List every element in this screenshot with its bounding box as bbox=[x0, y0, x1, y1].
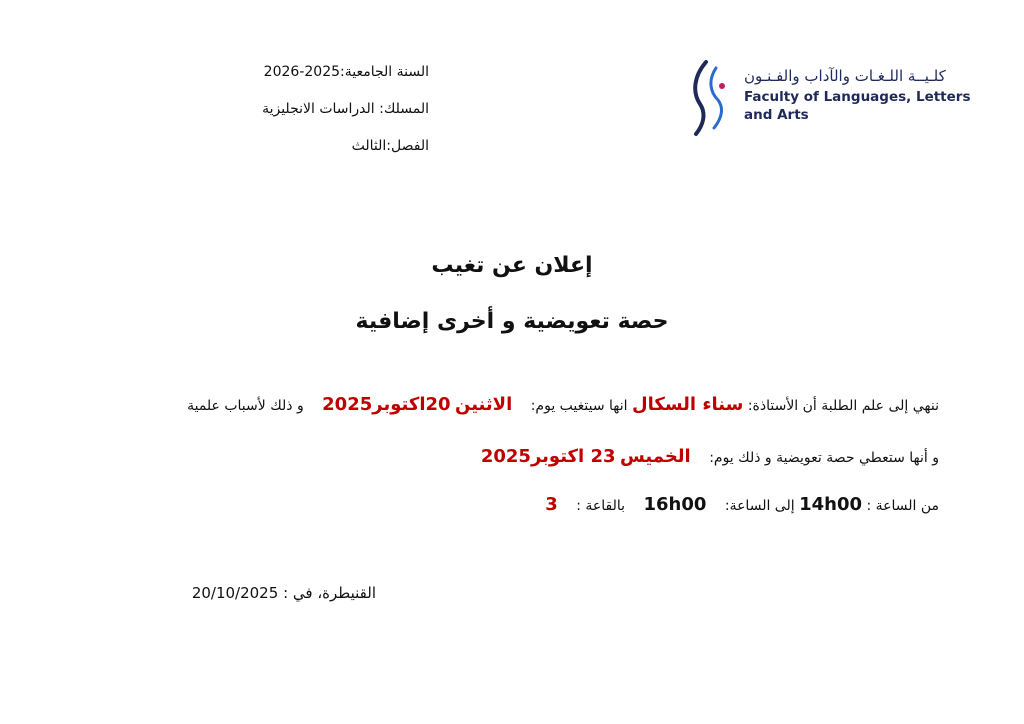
signature-date: 20/10/2025 bbox=[191, 584, 279, 602]
to-label: إلى الساعة: bbox=[724, 498, 795, 514]
track: المسلك: الدراسات الانجليزية bbox=[262, 101, 429, 117]
reason-text: و ذلك لأسباب علمية bbox=[187, 398, 304, 414]
place-date-label: القنيطرة، في : bbox=[283, 584, 376, 602]
absence-text: انها سيتغيب يوم: bbox=[530, 398, 628, 414]
faculty-emblem-icon bbox=[684, 58, 734, 138]
intro-text: ننهي إلى علم الطلبة أن الأستاذة: bbox=[747, 398, 939, 414]
makeup-day: الخميس bbox=[619, 446, 691, 467]
professor-name: سناء السكال bbox=[631, 394, 744, 415]
body-line-makeup bbox=[79, 446, 939, 467]
document-meta bbox=[109, 54, 429, 165]
logo-english-line1: Faculty of Languages, Letters bbox=[744, 89, 971, 105]
absence-day: الاثنين bbox=[455, 394, 513, 415]
announcement-subtitle: حصة تعويضية و أخرى إضافية bbox=[355, 309, 669, 334]
body-line-absence bbox=[79, 394, 939, 415]
time-from: 14h00 bbox=[799, 494, 862, 515]
faculty-logo bbox=[684, 58, 984, 138]
absence-date: 20اكتوبر2025 bbox=[322, 394, 451, 415]
announcement-title: إعلان عن تغيب bbox=[431, 253, 593, 278]
place-and-date bbox=[192, 584, 376, 602]
logo-english-name bbox=[744, 88, 984, 124]
makeup-text: و أنها ستعطي حصة تعويضية و ذلك يوم: bbox=[709, 450, 939, 466]
from-label: من الساعة : bbox=[866, 498, 939, 514]
room-number: 3 bbox=[545, 494, 558, 515]
logo-arabic-name: كلـيــة اللـغـات والآداب والفـنـون bbox=[744, 67, 946, 85]
academic-year: السنة الجامعية:2025-2026 bbox=[263, 64, 429, 80]
semester: الفصل:الثالث bbox=[351, 138, 429, 154]
makeup-date: 23 اكتوبر2025 bbox=[480, 446, 616, 467]
logo-english-line2: and Arts bbox=[744, 107, 809, 123]
time-to: 16h00 bbox=[643, 494, 707, 515]
body-line-schedule bbox=[79, 494, 939, 515]
room-label: بالقاعة : bbox=[576, 498, 626, 514]
